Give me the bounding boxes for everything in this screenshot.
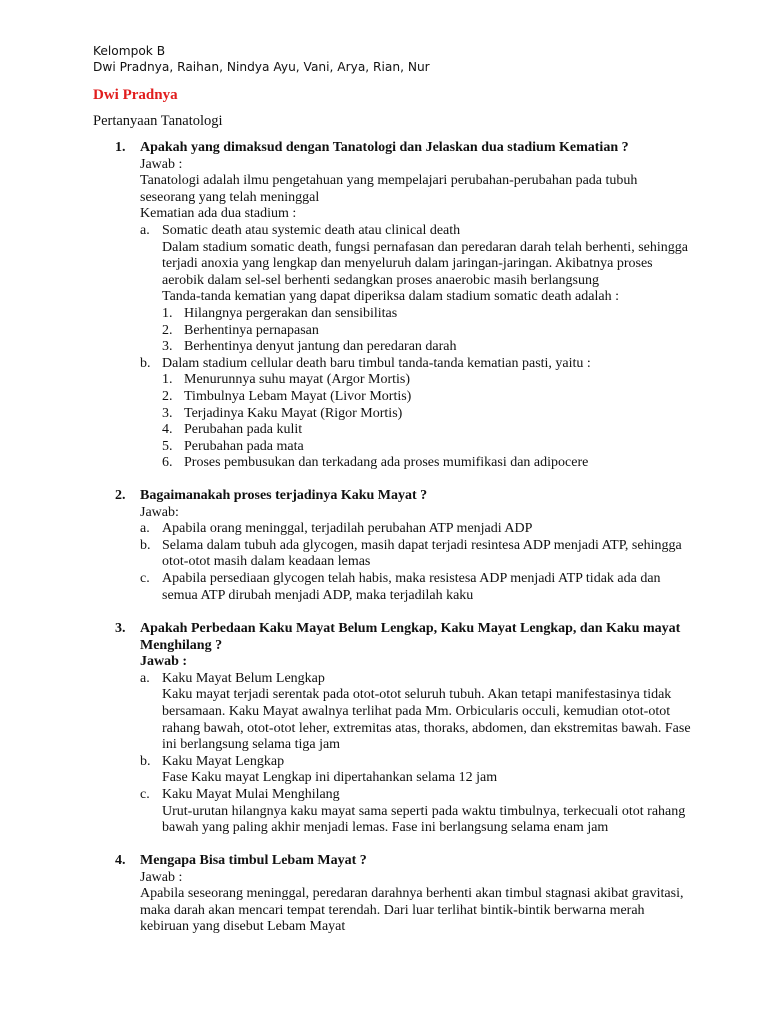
sub-letter: b. bbox=[140, 753, 151, 769]
sub-item-b bbox=[140, 754, 703, 787]
list-number: 4. bbox=[162, 422, 173, 438]
sub-item-c bbox=[140, 787, 703, 837]
sub-letter: c. bbox=[140, 786, 150, 802]
sub-letter: a. bbox=[140, 222, 150, 238]
list-number: 2. bbox=[162, 322, 173, 338]
sub-text: Apabila orang meninggal, terjadilah perubahan ATP menjadi ADP bbox=[162, 521, 533, 537]
list-item bbox=[162, 339, 693, 356]
sub-item-c bbox=[140, 571, 693, 604]
list-number: 3. bbox=[162, 339, 173, 355]
question-1 bbox=[93, 140, 693, 472]
sub-text: Urut-urutan hilangnya kaku mayat sama seperti pada waktu timbulnya, terkecuali otot rahang bawah yang paling akhir menjadi lemas. Fase ini berlangsung selama enam jam bbox=[162, 803, 686, 836]
question-number: 2. bbox=[115, 488, 126, 503]
answer-text: Apabila seseorang meninggal, peredaran darahnya berhenti akan timbul stagnasi akibat gravitasi, maka darah akan mencari tempat terendah. Dari luar terlihat bintik-bintik berwarna merah kebiruan yang disebut Lebam Mayat bbox=[140, 886, 684, 935]
sub-item-a bbox=[140, 521, 693, 538]
sub-letter: a. bbox=[140, 670, 150, 686]
list-number: 3. bbox=[162, 405, 173, 421]
list-text: Berhentinya denyut jantung dan peredaran darah bbox=[184, 339, 457, 355]
list-item bbox=[162, 389, 693, 406]
members-line: Dwi Pradnya, Raihan, Nindya Ayu, Vani, Arya, Rian, Nur bbox=[93, 60, 430, 74]
sub-title: Dalam stadium cellular death baru timbul tanda-tanda kematian pasti, yaitu : bbox=[162, 355, 591, 371]
list-number: 6. bbox=[162, 455, 173, 471]
list-number: 1. bbox=[162, 305, 173, 321]
answer-intro-2: Kematian ada dua stadium : bbox=[140, 206, 297, 222]
question-2 bbox=[93, 488, 693, 604]
sub-title: Kaku Mayat Mulai Menghilang bbox=[162, 786, 340, 802]
list-text: Perubahan pada mata bbox=[184, 438, 304, 454]
list-number: 2. bbox=[162, 388, 173, 404]
sub-letter: a. bbox=[140, 521, 150, 537]
list-number: 1. bbox=[162, 372, 173, 388]
section-title: Pertanyaan Tanatologi bbox=[93, 113, 223, 129]
sub-letter: b. bbox=[140, 355, 151, 371]
sub-text: Dalam stadium somatic death, fungsi pernafasan dan peredaran darah telah berhenti, sehingga terjadi anoxia yang lengkap dan menyeluruh dalam jaringan-jaringan. Akibatnya proses aerobik dalam sel-sel berhenti sedangkan proses anaerobic masih berlangsung bbox=[162, 239, 688, 288]
answer-label: Jawab : bbox=[140, 654, 188, 670]
list-item bbox=[162, 372, 693, 389]
sub-text: Kaku mayat terjadi serentak pada otot-otot seluruh tubuh. Akan tetapi manifestasinya tidak bersamaan. Kaku Mayat awalnya terlihat pada Mm. Orbicularis occuli, kemudian otot-otot rahang bawah, otot-otot leher, extremitas atas, thoraks, abdomen, dan ekstremitas bawah. Fase ini berlangsung selama tiga jam bbox=[162, 687, 691, 753]
sub-title: Kaku Mayat Belum Lengkap bbox=[162, 670, 325, 686]
list-text: Proses pembusukan dan terkadang ada proses mumifikasi dan adipocere bbox=[184, 455, 589, 471]
answer-intro: Tanatologi adalah ilmu pengetahuan yang mempelajari perubahan-perubahan pada tubuh seseorang yang telah meninggal bbox=[140, 173, 638, 205]
question-3 bbox=[93, 621, 703, 837]
list-item bbox=[162, 422, 693, 439]
sub-text: Fase Kaku mayat Lengkap ini dipertahankan selama 12 jam bbox=[162, 770, 498, 786]
sub-text: Selama dalam tubuh ada glycogen, masih dapat terjadi resintesa ADP menjadi ATP, sehingga otot-otot masih dalam keadaan lemas bbox=[162, 537, 682, 570]
question-title: Bagaimanakah proses terjadinya Kaku Mayat ? bbox=[140, 488, 428, 503]
sub-text-2: Tanda-tanda kematian yang dapat diperiksa dalam stadium somatic death adalah : bbox=[162, 289, 619, 305]
list-text: Berhentinya pernapasan bbox=[184, 322, 319, 338]
group-label: Kelompok B bbox=[93, 44, 166, 58]
list-number: 5. bbox=[162, 438, 173, 454]
sub-text: Apabila persediaan glycogen telah habis, maka resistesa ADP menjadi ATP tidak ada dan semua ATP dirubah menjadi ADP, maka terjadilah kaku bbox=[162, 570, 661, 603]
answer-label: Jawab: bbox=[140, 504, 179, 520]
answer-label: Jawab : bbox=[140, 156, 183, 172]
list-item bbox=[162, 306, 693, 323]
list-item bbox=[162, 323, 693, 340]
question-number: 4. bbox=[115, 853, 126, 868]
sub-item-a bbox=[140, 671, 703, 754]
answer-label: Jawab : bbox=[140, 869, 183, 885]
sub-letter: b. bbox=[140, 537, 151, 553]
question-title: Apakah yang dimaksud dengan Tanatologi dan Jelaskan dua stadium Kematian ? bbox=[140, 140, 629, 155]
question-number: 1. bbox=[115, 140, 126, 155]
question-4 bbox=[93, 853, 693, 936]
question-title: Apakah Perbedaan Kaku Mayat Belum Lengkap, Kaku Mayat Lengkap, dan Kaku mayat Menghilang ? bbox=[140, 621, 681, 653]
sub-title: Somatic death atau systemic death atau clinical death bbox=[162, 222, 461, 238]
list-text: Perubahan pada kulit bbox=[184, 422, 303, 438]
sub-item-b bbox=[140, 356, 693, 472]
list-item bbox=[162, 406, 693, 423]
list-item bbox=[162, 439, 693, 456]
sub-title: Kaku Mayat Lengkap bbox=[162, 753, 285, 769]
sub-item-a bbox=[140, 223, 693, 356]
question-number: 3. bbox=[115, 621, 126, 636]
list-text: Timbulnya Lebam Mayat (Livor Mortis) bbox=[184, 388, 412, 404]
list-text: Hilangnya pergerakan dan sensibilitas bbox=[184, 305, 398, 321]
author-heading: Dwi Pradnya bbox=[93, 87, 178, 103]
question-title: Mengapa Bisa timbul Lebam Mayat ? bbox=[140, 853, 367, 868]
list-text: Terjadinya Kaku Mayat (Rigor Mortis) bbox=[184, 405, 403, 421]
list-item bbox=[162, 455, 693, 472]
sub-item-b bbox=[140, 538, 693, 571]
list-text: Menurunnya suhu mayat (Argor Mortis) bbox=[184, 372, 411, 388]
sub-letter: c. bbox=[140, 570, 150, 586]
